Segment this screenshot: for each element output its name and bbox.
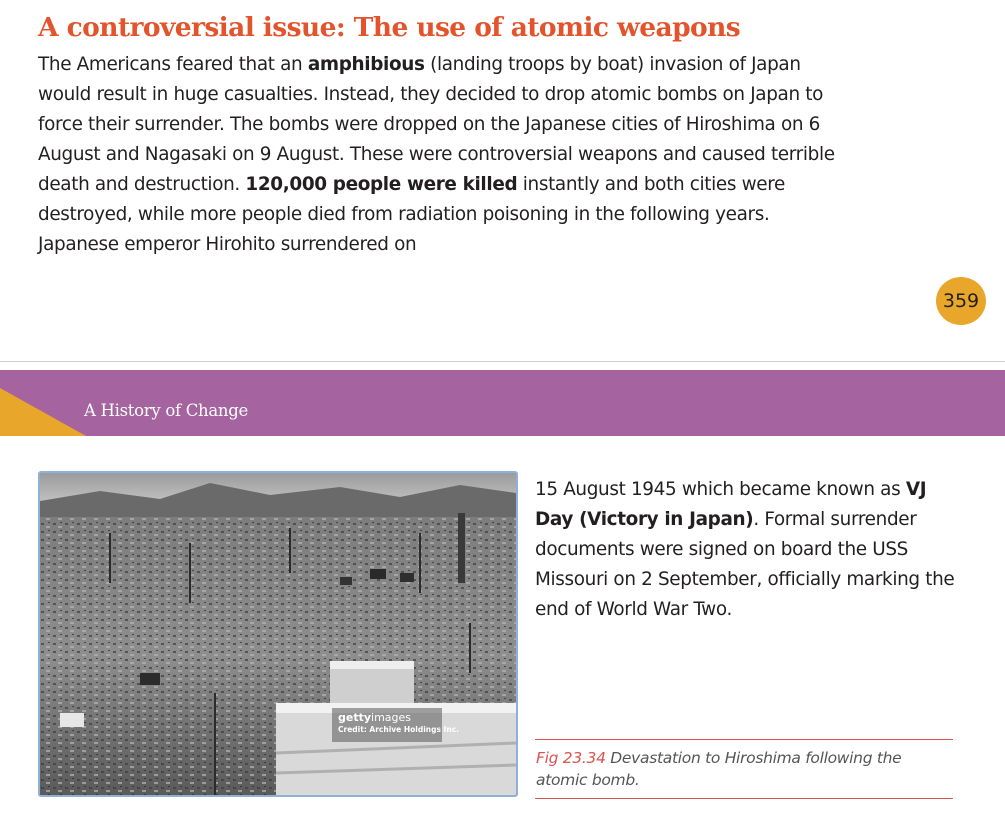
body-paragraph: The Americans feared that an amphibious (landing troops by boat) invasion of Japan would result in huge casualties. Instead, they decided to drop atomic bombs on Japan to force their surrender. The bombs were dropped on the Japanese cities of Hiroshima on 6 August and Nagasaki on 9 August. These were controversial weapons and caused terrible death and destruction. 120,000 people were killed instantly and both cities were destroyed, while more people died from radiation poisoning in the following years. Japanese emperor Hirohito surrendered on	[38, 54, 835, 255]
getty-credit-overlay	[332, 708, 460, 742]
caption-text: Devastation to Hiroshima following the atomic bomb.	[536, 749, 902, 789]
banner-gold-triangle	[0, 388, 86, 436]
hiroshima-photo	[38, 471, 518, 797]
figure-caption	[536, 747, 951, 791]
ruins-photo-illustration	[40, 473, 516, 795]
photo-credit: Credit: Archive Holdings Inc.	[338, 725, 460, 734]
banner-title: A History of Change	[84, 401, 248, 420]
side-paragraph: 15 August 1945 which became known as VJ Day (Victory in Japan). Formal surrender documents were signed on board the USS Missouri on 2 September, officially marking the end of World War Two.	[535, 479, 955, 620]
getty-images-logo: gettyimages	[338, 711, 412, 724]
caption-bottom-rule	[535, 798, 953, 799]
caption-top-rule	[535, 739, 953, 740]
page-number: 359	[942, 290, 980, 312]
page-number-badge	[936, 277, 986, 325]
figure-label: Fig 23.34	[536, 749, 606, 767]
page-divider	[0, 361, 1005, 362]
section-heading: A controversial issue: The use of atomic weapons	[38, 12, 741, 43]
